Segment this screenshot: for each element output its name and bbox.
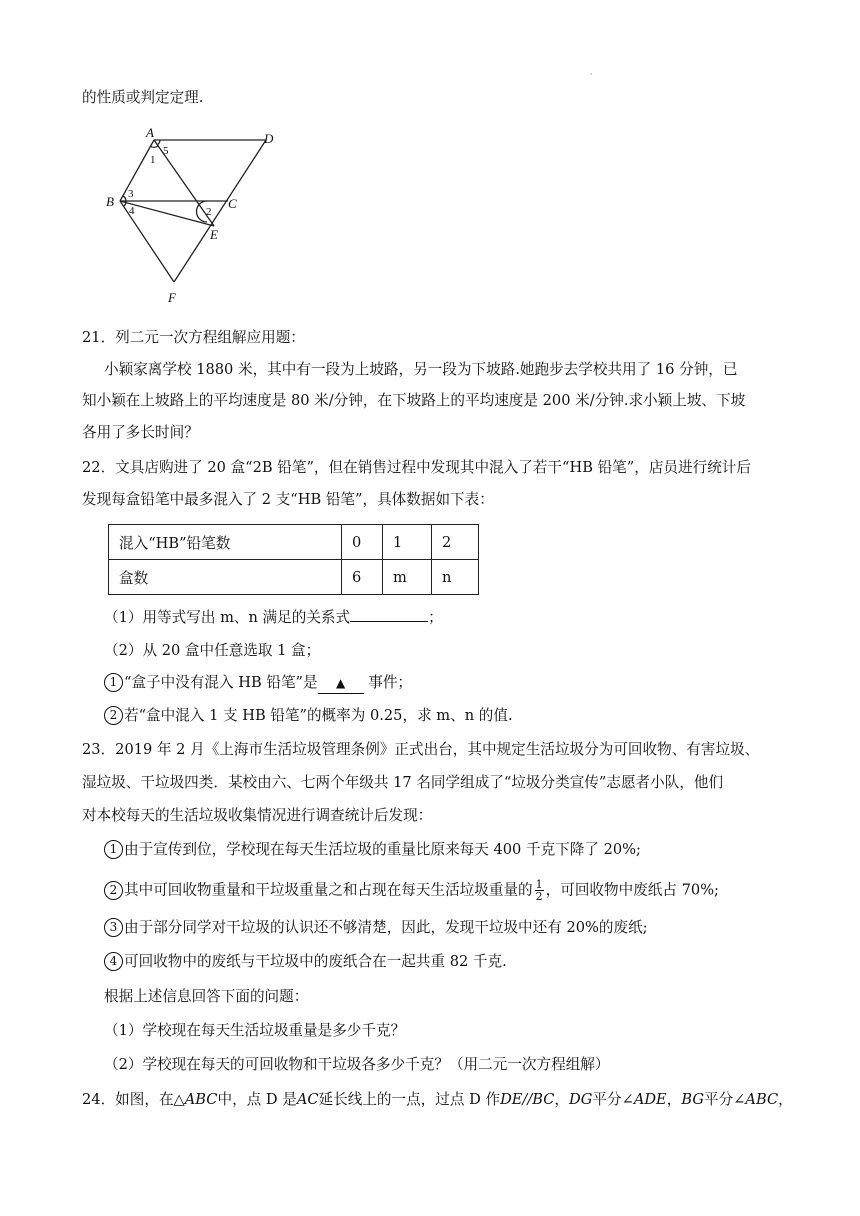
angle-1-label: 1	[150, 154, 156, 166]
q23-item-2-suffix: ，可回收物中废纸占 70%;	[545, 881, 719, 899]
q23-item-4-text: 可回收物中的废纸与干垃圾中的废纸合在一起共重 82 千克.	[124, 953, 507, 970]
q24-text: 延长线上的一点，过点 D 作	[318, 1091, 501, 1108]
angle-4-label: 4	[129, 205, 135, 217]
math-ade: ADE	[633, 1091, 667, 1108]
q23-item-3-text: 由于部分同学对干垃圾的认识还不够清楚，因此，发现干垃圾中还有 20%的废纸;	[124, 919, 648, 936]
q22-item-2-text: 若“盒中混入 1 支 HB 铅笔”的概率为 0.25，求 m、n 的值.	[124, 707, 513, 724]
table-cell: 1	[383, 525, 432, 560]
q24-text: ，	[666, 1091, 682, 1108]
math-triangle-abc: ABC	[184, 1091, 218, 1108]
q23-part-1: （1）学校现在每天生活垃圾重量是多少千克？	[104, 1022, 406, 1039]
q22-part-1-text: （1）用等式写出 m、n 满足的关系式	[104, 609, 351, 626]
fraction-numerator: 1	[535, 878, 543, 891]
q21-line-3: 各用了多长时间？	[82, 424, 199, 441]
table-cell: 盒数	[109, 560, 342, 595]
q23-item-2-text: 其中可回收物重量和干垃圾重量之和占现在每天生活垃圾重量的	[124, 881, 533, 899]
q22-line-1: 22．文具店购进了 20 盒“2B 铅笔”，但在销售过程中发现其中混入了若干“HB 铅笔”，店员进行统计后	[82, 459, 751, 476]
math-de-parallel-bc: DE//BC	[500, 1091, 555, 1108]
q22-line-2: 发现每盒铅笔中最多混入了 2 支“HB 铅笔”，具体数据如下表：	[82, 491, 494, 508]
fraction-one-half	[535, 879, 544, 902]
q21-line-1: 小颖家离学校 1880 米，其中有一段为上坡路，另一段为下坡路.她跑步去学校共用了 16 分钟，已	[104, 361, 738, 378]
q23-part-2: （2）学校现在每天的可回收物和干垃圾各多少千克？（用二元一次方程组解）	[104, 1056, 610, 1073]
math-bg: BG	[681, 1091, 704, 1108]
point-D-label: D	[264, 131, 274, 146]
circled-number: 1	[104, 840, 123, 859]
table-row	[109, 525, 479, 560]
angle-3-label: 3	[128, 188, 134, 200]
math-abc: ABC	[745, 1091, 779, 1108]
table-row	[109, 560, 479, 595]
circled-number: 1	[104, 673, 123, 692]
q24-text: ，	[554, 1091, 570, 1108]
q24-text: ，	[778, 1091, 793, 1108]
table-cell: 0	[342, 525, 383, 560]
math-ac: AC	[296, 1091, 319, 1108]
q22-part-1	[104, 607, 443, 628]
q21-line-2: 知小颖在上坡路上的平均速度是 80 米/分钟，在下坡路上的平均速度是 200 米/分钟.求小颖上坡、下坡	[82, 392, 746, 409]
angle-2-label: 2	[206, 206, 212, 218]
q23-line-1: 23．2019 年 2 月《上海市生活垃圾管理条例》正式出台，其中规定生活垃圾分为可回收物、有害垃圾、	[82, 741, 760, 758]
geometry-figure	[98, 124, 288, 310]
point-C-label: C	[228, 196, 237, 211]
continuation-line: 的性质或判定定理.	[82, 89, 204, 106]
q23-line-2: 湿垃圾、干垃圾四类．某校由六、七两个年级共 17 名同学组成了“垃圾分类宣传”志愿者小队，他们	[82, 774, 724, 791]
point-F-label: F	[168, 290, 176, 305]
q23-line-3: 对本校每天的生活垃圾收集情况进行调查统计后发现：	[82, 807, 433, 824]
point-A-label: A	[146, 125, 154, 140]
table-cell: n	[432, 560, 479, 595]
q22-item-1-suffix: 事件；	[363, 674, 413, 691]
q24-text: 中，点 D 是	[217, 1091, 297, 1108]
fraction-denominator: 2	[535, 890, 543, 903]
q23-item-1-text: 由于宣传到位，学校现在每天生活垃圾的重量比原来每天 400 千克下降了 20%;	[124, 841, 641, 858]
q22-item-2	[104, 706, 513, 726]
q22-item-1-text: “盒子中没有混入 HB 铅笔”是	[124, 674, 318, 691]
q24-line-1	[82, 1090, 793, 1110]
point-B-label: B	[106, 194, 114, 209]
q24-text: 平分∠	[592, 1091, 634, 1108]
q22-part-1-suffix: ；	[428, 609, 443, 626]
circled-number: 2	[104, 881, 123, 900]
q24-text: 平分∠	[703, 1091, 746, 1108]
q23-item-2	[104, 879, 719, 902]
q22-item-1	[104, 673, 412, 694]
q23-item-1	[104, 840, 641, 860]
q23-prompt: 根据上述信息回答下面的问题：	[104, 988, 309, 1005]
angle-5-label: 5	[163, 145, 169, 157]
answer-blank	[350, 607, 428, 622]
q24-text: 24．如图，在△	[82, 1091, 185, 1108]
table-cell: m	[383, 560, 432, 595]
math-dg: DG	[569, 1091, 593, 1108]
q21-title: 21．列二元一次方程组解应用题：	[82, 329, 305, 346]
q22-part-2: （2）从 20 盒中任意选取 1 盒；	[104, 642, 321, 659]
page-dot-mark: ·	[590, 70, 593, 79]
table-cell: 2	[432, 525, 479, 560]
table-cell: 6	[342, 560, 383, 595]
pencil-table	[108, 524, 479, 595]
q23-item-3	[104, 918, 648, 938]
circled-number: 3	[104, 918, 123, 937]
circled-number: 2	[104, 706, 123, 725]
q23-item-4	[104, 952, 507, 972]
circled-number: 4	[104, 952, 123, 971]
triangle-blank: ▲	[318, 673, 364, 694]
table-cell: 混入“HB”铅笔数	[109, 525, 342, 560]
point-E-label: E	[210, 227, 218, 242]
